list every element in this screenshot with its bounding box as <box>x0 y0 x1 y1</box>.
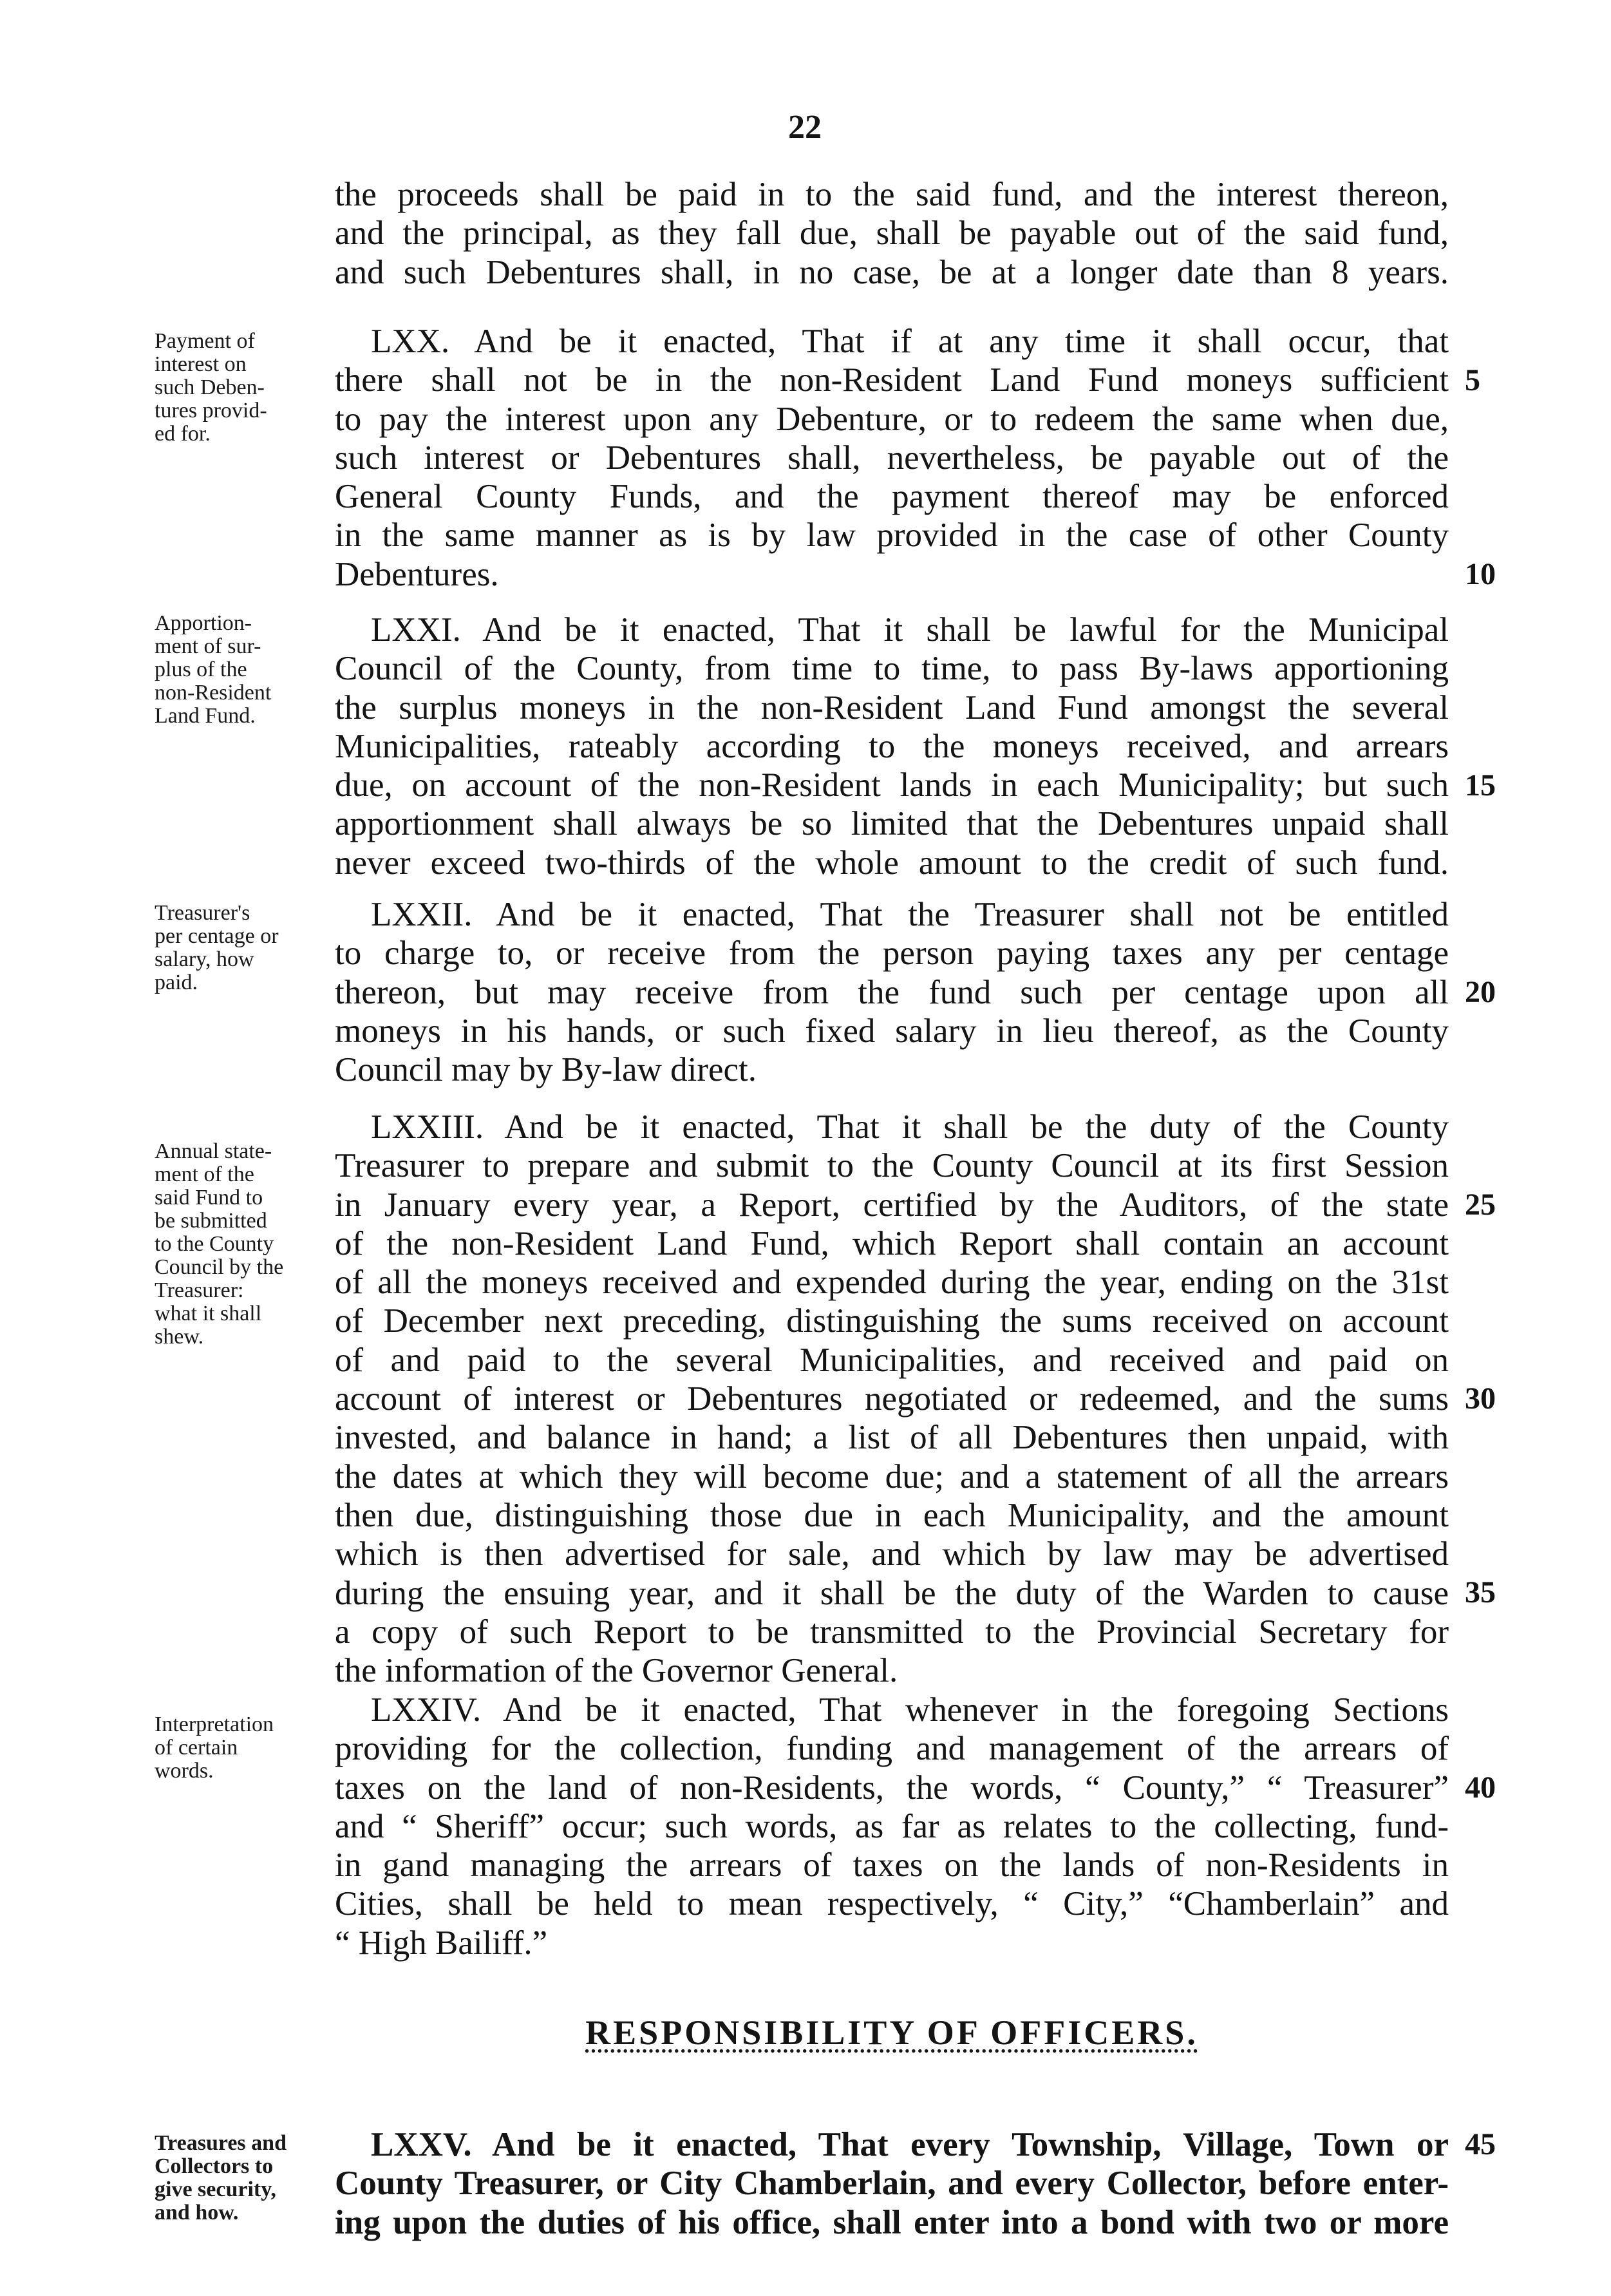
text-line: taxes on the land of non-Residents, the words, “ County,” “ Treasurer” <box>335 1769 1449 1807</box>
text-line: LXXI. And be it enacted, That it shall be lawful for the Municipal <box>371 611 1449 649</box>
margin-note-line: said Fund to <box>155 1186 263 1210</box>
section-lxx <box>335 322 1449 594</box>
page-number: 22 <box>788 109 822 146</box>
margin-note-lxxiv <box>155 1713 328 1783</box>
margin-note-line: what it shall <box>155 1302 262 1325</box>
margin-note-line: such Deben- <box>155 375 265 399</box>
text-line: Council of the County, from time to time, to pass By-laws apportioning <box>335 650 1449 688</box>
text-line: “ High Bailiff.” <box>335 1924 548 1962</box>
text-line: the dates at which they will become due; and a statement of all the arrears <box>335 1457 1449 1495</box>
text-line: the proceeds shall be paid in to the said fund, and the interest thereon, <box>335 176 1449 213</box>
margin-note-line: words. <box>155 1759 214 1783</box>
section-lxxii <box>335 895 1449 1089</box>
margin-note-lxxv <box>155 2132 328 2225</box>
margin-note-line: Council by the <box>155 1255 284 1279</box>
text-line: and such Debentures shall, in no case, be at a longer date than 8 years. <box>335 253 1449 291</box>
line-number: 45 <box>1465 2127 1496 2161</box>
text-line: of and paid to the several Municipalities, and received and paid on <box>335 1341 1449 1379</box>
margin-note-line: be submitted <box>155 1209 267 1233</box>
section-heading: RESPONSIBILITY OF OFFICERS. <box>585 2013 1198 2052</box>
text-line: ing upon the duties of his office, shall enter into a bond with two or more <box>335 2203 1449 2241</box>
section-lxxiv <box>335 1691 1449 1962</box>
margin-note-line: ment of sur- <box>155 634 261 658</box>
text-line: never exceed two-thirds of the whole amount to the credit of such fund. <box>335 844 1449 882</box>
line-number: 20 <box>1465 975 1496 1009</box>
section-lxxv <box>335 2125 1449 2242</box>
margin-note-line: to the County <box>155 1232 274 1256</box>
text-line: County Treasurer, or City Chamberlain, and every Collector, before enter- <box>335 2165 1449 2203</box>
text-line: in gand managing the arrears of taxes on the lands of non-Residents in <box>335 1846 1449 1884</box>
line-number: 5 <box>1465 363 1480 397</box>
margin-note-lxxii <box>155 902 328 994</box>
margin-note-line: Annual state- <box>155 1139 272 1163</box>
line-number: 25 <box>1465 1188 1496 1222</box>
margin-note-line: interest on <box>155 352 247 376</box>
text-line: during the ensuing year, and it shall be the duty of the Warden to cause <box>335 1574 1449 1612</box>
text-line: Debentures. <box>335 555 499 593</box>
text-line: due, on account of the non-Resident lands in each Municipality; but such <box>335 766 1449 804</box>
margin-note-lxx <box>155 330 328 446</box>
margin-note-line: Collectors to <box>155 2154 274 2178</box>
margin-note-line: of certain <box>155 1736 238 1760</box>
margin-note-line: salary, how <box>155 947 254 971</box>
section-lxxiii <box>335 1108 1449 1690</box>
text-line: of the non-Resident Land Fund, which Report shall contain an account <box>335 1224 1449 1262</box>
margin-note-line: Apportion- <box>155 611 252 635</box>
text-line: Council may by By-law direct. <box>335 1051 757 1089</box>
line-number: 40 <box>1465 1770 1496 1805</box>
text-line: account of interest or Debentures negotiated or redeemed, and the sums <box>335 1380 1449 1418</box>
text-line: invested, and balance in hand; a list of all Debentures then unpaid, with <box>335 1419 1449 1457</box>
text-line: in the same manner as is by law provided in the case of other County <box>335 517 1449 555</box>
margin-note-line: shew. <box>155 1325 204 1349</box>
text-line: in January every year, a Report, certified by the Auditors, of the state <box>335 1186 1449 1224</box>
line-number: 10 <box>1465 557 1496 591</box>
text-line: the information of the Governor General. <box>335 1652 898 1690</box>
text-line: thereon, but may receive from the fund such per centage upon all <box>335 973 1449 1011</box>
line-number: 15 <box>1465 768 1496 802</box>
text-line: of December next preceding, distinguishing the sums received on account <box>335 1302 1449 1340</box>
margin-note-line: Treasurer: <box>155 1278 244 1302</box>
text-line: such interest or Debentures shall, nevertheless, be payable out of the <box>335 439 1449 477</box>
text-line: to pay the interest upon any Debenture, or to redeem the same when due, <box>335 400 1449 438</box>
margin-note-line: Treasures and <box>155 2131 287 2155</box>
text-line: providing for the collection, funding and management of the arrears of <box>335 1730 1449 1768</box>
margin-note-line: paid. <box>155 971 198 994</box>
text-line: Municipalities, rateably according to the moneys received, and arrears <box>335 727 1449 765</box>
margin-note-line: Interpretation <box>155 1713 274 1736</box>
margin-note-line: Land Fund. <box>155 704 256 728</box>
margin-note-line: non-Resident <box>155 681 272 705</box>
text-line: moneys in his hands, or such fixed salary in lieu thereof, as the County <box>335 1012 1449 1050</box>
margin-note-line: ed for. <box>155 422 211 446</box>
text-line: LXX. And be it enacted, That if at any time it shall occur, that <box>371 323 1449 360</box>
text-line: of all the moneys received and expended during the year, ending on the 31st <box>335 1264 1449 1302</box>
text-line: apportionment shall always be so limited that the Debentures unpaid shall <box>335 805 1449 843</box>
margin-note-lxxi <box>155 612 328 728</box>
margin-note-line: per centage or <box>155 924 279 948</box>
text-line: the surplus moneys in the non-Resident Land Fund amongst the several <box>335 688 1449 726</box>
text-line: LXXV. And be it enacted, That every Township, Village, Town or <box>371 2126 1449 2163</box>
margin-note-line: Payment of <box>155 329 255 353</box>
text-line: Treasurer to prepare and submit to the County Council at its first Session <box>335 1147 1449 1185</box>
text-line: and the principal, as they fall due, shall be payable out of the said fund, <box>335 214 1449 252</box>
text-line: LXXIV. And be it enacted, That whenever in the foregoing Sections <box>371 1691 1449 1729</box>
margin-note-line: plus of the <box>155 658 247 681</box>
text-line: General County Funds, and the payment thereof may be enforced <box>335 478 1449 516</box>
margin-note-line: and how. <box>155 2201 239 2225</box>
line-number: 30 <box>1465 1381 1496 1416</box>
text-line: there shall not be in the non-Resident Land Fund moneys sufficient <box>335 361 1449 399</box>
text-line: LXXIII. And be it enacted, That it shall be the duty of the County <box>371 1108 1449 1146</box>
section-lxxi <box>335 611 1449 882</box>
margin-note-lxxiii <box>155 1140 328 1349</box>
text-line: and “ Sheriff” occur; such words, as far as relates to the collecting, fund- <box>335 1807 1449 1845</box>
margin-note-line: ment of the <box>155 1162 254 1186</box>
text-line: Cities, shall be held to mean respectively, “ City,” “Chamberlain” and <box>335 1885 1449 1923</box>
opening-paragraph <box>335 175 1449 292</box>
text-line: which is then advertised for sale, and which by law may be advertised <box>335 1535 1449 1573</box>
text-line: to charge to, or receive from the person paying taxes any per centage <box>335 935 1449 972</box>
text-line: LXXII. And be it enacted, That the Treasurer shall not be entitled <box>371 896 1449 933</box>
line-number: 35 <box>1465 1575 1496 1609</box>
margin-note-line: Treasurer's <box>155 901 250 925</box>
margin-note-line: tures provid- <box>155 399 267 422</box>
text-line: a copy of such Report to be transmitted to the Provincial Secretary for <box>335 1613 1449 1651</box>
text-line: then due, distinguishing those due in each Municipality, and the amount <box>335 1496 1449 1534</box>
margin-note-line: give security, <box>155 2177 276 2201</box>
